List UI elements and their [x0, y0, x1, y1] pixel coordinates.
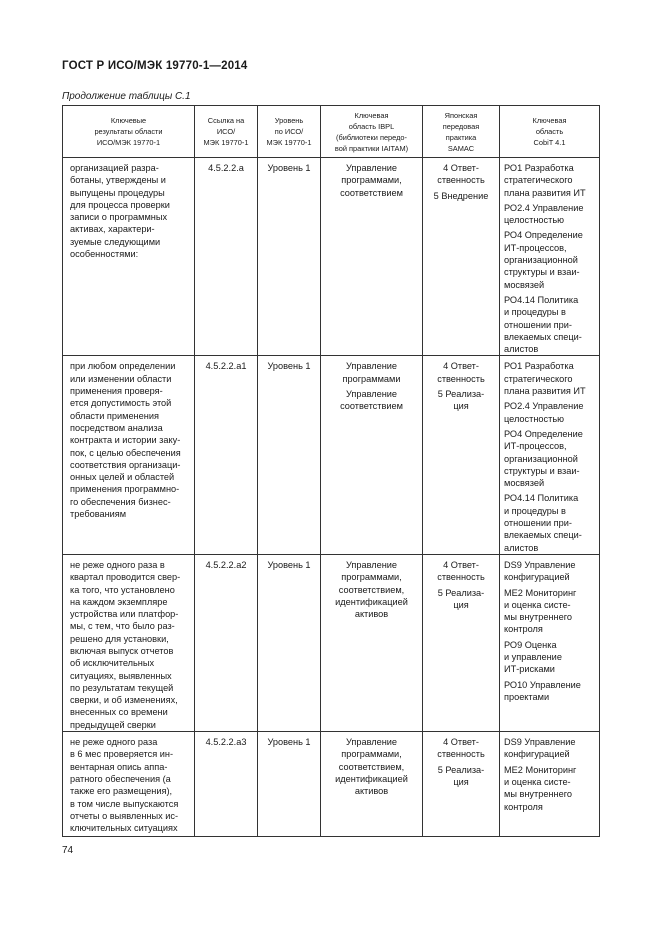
document-title: ГОСТ Р ИСО/МЭК 19770-1—2014 — [62, 60, 248, 72]
reference-cell: 4.5.2.2.а3 — [195, 732, 258, 837]
cobit-entry: РО2.4 Управление целостностью — [504, 401, 584, 424]
header-reference: Ссылка на ИСО/ МЭК 19770-1 — [195, 106, 258, 158]
cobit-cell — [500, 732, 600, 837]
cobit-entry: DS9 Управление конфигурацией — [504, 737, 576, 760]
cobit-entry: ME2 Мониторинг и оценка систе- мы внутреннего контроля — [504, 587, 577, 635]
level-cell: Уровень 1 — [258, 732, 321, 837]
header-ibpl: Ключевая область IBPL (библиотеки передо- вой практики IAITAM) — [321, 106, 423, 158]
header-cobit: Ключевая область CobiT 4.1 — [500, 106, 600, 158]
table-body — [63, 158, 600, 837]
page-number: 74 — [62, 845, 74, 856]
cobit-entry: РО2.4 Управление целостностью — [504, 202, 584, 226]
cobit-entry: РО10 Управление проектами — [504, 679, 581, 702]
samac-entry: 4 Ответ- ственность — [437, 559, 485, 583]
samac-entry: 5 Реализа- ция — [437, 764, 485, 787]
cobit-cell — [500, 356, 600, 554]
samac-entry: 4 Ответ- ственность — [437, 163, 485, 186]
samac-cell — [423, 732, 500, 837]
reference-cell: 4.5.2.2.а1 — [195, 356, 258, 554]
ibpl-entry: Управление программами, соответствием, идентификацией активов — [335, 559, 408, 620]
ibpl-cell — [321, 158, 423, 356]
level-cell: Уровень 1 — [258, 356, 321, 554]
result-cell: при любом определении или изменении области применения проверя- ется допустимость этой области применения посредством анализа контракта и истории заку- пок, с целью обеспечения соответствия организаци- онных целей и областей применения программно- го обеспечения бизнес- требованиям — [63, 356, 195, 554]
ibpl-entry: Управление программами, соответствием, идентификацией активов — [335, 737, 408, 797]
table-header-row — [63, 106, 600, 158]
samac-cell — [423, 158, 500, 356]
result-cell: не реже одного раза в 6 мес проверяется ин- вентарная опись аппа- ратного обеспечения (а также его размещения), в том числе выпускаются отчеты о выявленных ис- ключительных ситуациях — [63, 732, 195, 837]
cobit-cell — [500, 554, 600, 731]
ibpl-cell — [321, 732, 423, 837]
header-level: Уровень по ИСО/ МЭК 19770-1 — [258, 106, 321, 158]
ibpl-cell — [321, 554, 423, 731]
samac-entry: 5 Внедрение — [433, 190, 489, 201]
level-cell: Уровень 1 — [258, 554, 321, 731]
table-row — [63, 158, 600, 356]
ibpl-entry: Управление программами — [342, 361, 401, 384]
cobit-entry: РО4 Определение ИТ-процессов, организационной структуры и взаи- мосвязей — [504, 230, 583, 290]
table-row — [63, 356, 600, 554]
samac-cell — [423, 554, 500, 731]
ibpl-entry: Управление программами, соответствием — [340, 163, 403, 198]
cobit-cell — [500, 158, 600, 356]
samac-entry: 4 Ответ- ственность — [437, 361, 485, 384]
table-row — [63, 554, 600, 731]
ibpl-entry: Управление соответствием — [340, 389, 403, 412]
table-caption: Продолжение таблицы С.1 — [62, 91, 191, 102]
cobit-entry: РО4.14 Политика и процедуры в отношении при- влекаемых специ- алистов — [504, 294, 582, 355]
samac-cell — [423, 356, 500, 554]
ibpl-cell — [321, 356, 423, 554]
table-row — [63, 732, 600, 837]
cobit-entry: РО1 Разработка стратегического плана развития ИТ — [504, 163, 586, 198]
cobit-entry: РО4 Определение ИТ-процессов, организационной структуры и взаи- мосвязей — [504, 428, 583, 489]
header-samac: Японская передовая практика SAMAC — [423, 106, 500, 158]
level-cell: Уровень 1 — [258, 158, 321, 356]
result-cell: не реже одного раза в квартал проводится свер- ка того, что установлено на каждом экземпляре устройства или платфор- мы, с тем, что было раз- решено для установки, включая выпуск отчетов об исключительных ситуациях, выявленных по результатам текущей сверки, и об изменениях, внесенных со времени предыдущей сверки — [63, 554, 195, 731]
cobit-entry: РО4.14 Политика и процедуры в отношении при- влекаемых специ- алистов — [504, 493, 582, 553]
standards-mapping-table — [62, 105, 600, 837]
samac-entry: 4 Ответ- ственность — [437, 737, 485, 760]
samac-entry: 5 Реализа- ция — [437, 587, 485, 610]
cobit-entry: ME2 Мониторинг и оценка систе- мы внутреннего контроля — [504, 764, 577, 812]
header-results: Ключевые результаты области ИСО/МЭК 19770-1 — [63, 106, 195, 158]
result-cell: организацией разра- ботаны, утверждены и выпущены процедуры для процесса проверки записи о программных активах, характери- зуемые следующими особенностями: — [63, 158, 195, 356]
cobit-entry: РО1 Разработка стратегического плана развития ИТ — [504, 361, 586, 397]
cobit-entry: DS9 Управление конфигурацией — [504, 559, 576, 583]
cobit-entry: РО9 Оценка и управление ИТ-рисками — [504, 639, 562, 675]
reference-cell: 4.5.2.2.а2 — [195, 554, 258, 731]
reference-cell: 4.5.2.2.а — [195, 158, 258, 356]
samac-entry: 5 Реализа- ция — [437, 389, 485, 412]
